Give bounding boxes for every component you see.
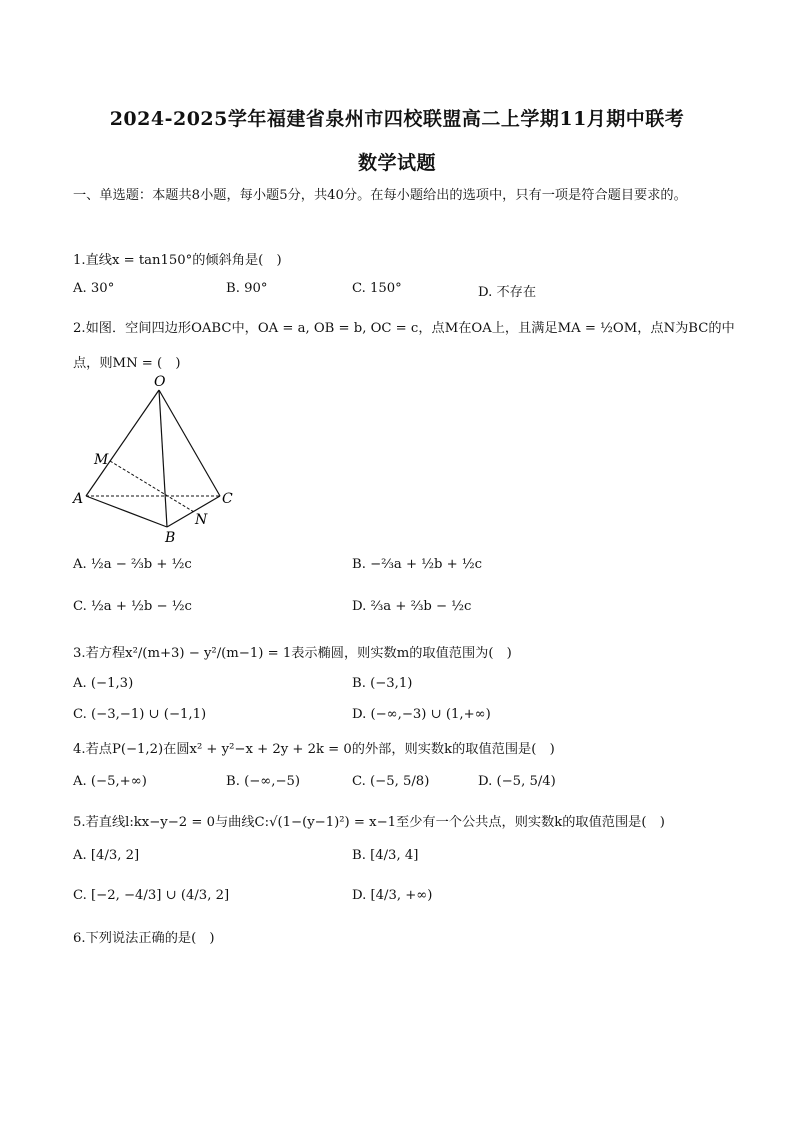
q2-tetrahedron-figure	[70, 372, 240, 547]
q2-stem-line2: 点，则MN = ( )	[73, 356, 181, 371]
q4-option-a: A. (−5,+∞)	[73, 774, 147, 789]
q2-stem-line1: 2.如图．空间四边形OABC中，OA = a, OB = b, OC = c，点M在OA上，且满足MA = ½OM，点N为BC的中	[73, 321, 735, 336]
edge-ob	[159, 390, 167, 527]
q6-stem: 6.下列说法正确的是( )	[73, 931, 215, 946]
label-m: M	[94, 452, 109, 468]
label-o: O	[154, 374, 166, 390]
segment-mn	[110, 461, 194, 512]
exam-title: 2024-2025学年福建省泉州市四校联盟高二上学期11月期中联考	[109, 108, 685, 130]
q5-option-a: A. [4/3, 2]	[73, 848, 140, 863]
q1-option-d: D. 不存在	[478, 285, 537, 300]
q3-option-b: B. (−3,1)	[352, 676, 413, 691]
label-c: C	[222, 491, 233, 507]
q3-option-c: C. (−3,−1) ∪ (−1,1)	[73, 707, 207, 722]
edge-oa	[86, 390, 159, 496]
q5-option-c: C. [−2, −4/3] ∪ (4/3, 2]	[73, 888, 230, 903]
q2-option-c: C. ½a + ½b − ½c	[73, 599, 192, 614]
label-b: B	[165, 530, 176, 546]
q1-option-a: A. 30°	[73, 281, 115, 296]
label-n: N	[195, 512, 208, 528]
q5-option-d: D. [4/3, +∞)	[352, 888, 433, 903]
edge-oc	[159, 390, 220, 496]
q5-option-b: B. [4/3, 4]	[352, 848, 419, 863]
q2-option-b: B. −⅔a + ½b + ½c	[352, 557, 483, 572]
q4-option-b: B. (−∞,−5)	[226, 774, 301, 789]
edge-ab	[86, 496, 167, 527]
section-instructions: 一、单选题：本题共8小题，每小题5分，共40分。在每小题给出的选项中，只有一项是符合题目要求的。	[73, 188, 687, 203]
label-a: A	[73, 491, 84, 507]
q4-option-c: C. (−5, 5/8)	[352, 774, 430, 789]
q2-option-a: A. ½a − ⅔b + ½c	[73, 557, 192, 572]
q1-option-b: B. 90°	[226, 281, 268, 296]
q4-stem: 4.若点P(−1,2)在圆x² + y²−x + 2y + 2k = 0的外部，则实数k的取值范围是( )	[73, 742, 555, 757]
q3-option-d: D. (−∞,−3) ∪ (1,+∞)	[352, 707, 491, 722]
exam-subtitle: 数学试题	[357, 152, 436, 174]
q1-option-c: C. 150°	[352, 281, 402, 296]
q2-option-d: D. ⅔a + ⅔b − ½c	[352, 599, 472, 614]
q4-option-d: D. (−5, 5/4)	[478, 774, 556, 789]
q3-stem: 3.若方程x²/(m+3) − y²/(m−1) = 1表示椭圆，则实数m的取值范围为( )	[73, 646, 512, 661]
q1-stem: 1.直线x = tan150°的倾斜角是( )	[73, 253, 282, 268]
q5-stem: 5.若直线l:kx−y−2 = 0与曲线C:√(1−(y−1)²) = x−1至少有一个公共点，则实数k的取值范围是( )	[73, 815, 665, 830]
q3-option-a: A. (−1,3)	[73, 676, 134, 691]
